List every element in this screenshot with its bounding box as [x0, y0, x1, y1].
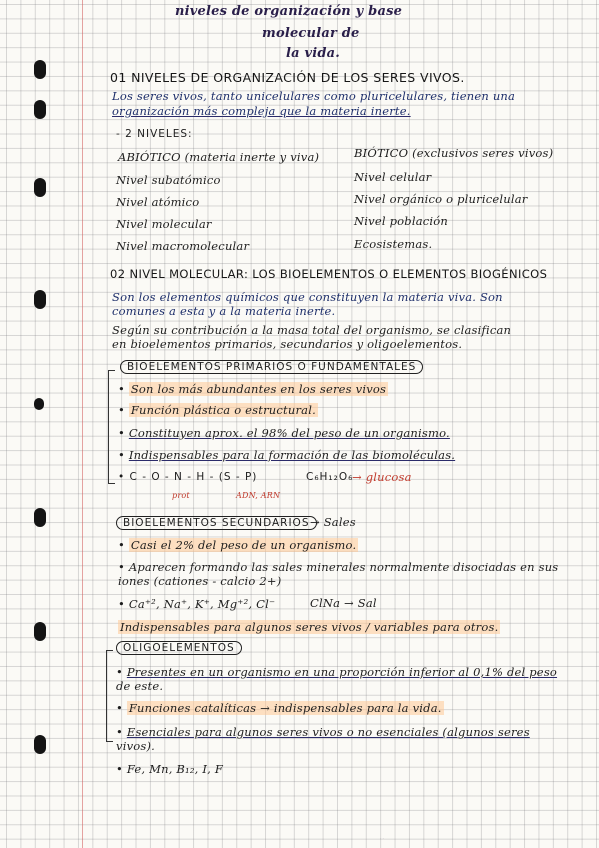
note-prot: prot	[172, 491, 190, 500]
binder-hole	[34, 735, 46, 754]
margin-line	[82, 0, 83, 848]
binder-hole	[34, 178, 46, 197]
formula-glucose: C₆H₁₂O₆	[306, 471, 354, 483]
abiotic-item: Nivel atómico	[116, 195, 200, 209]
note-adn: ADN, ARN	[236, 491, 281, 500]
oligo-item: vivos).	[116, 739, 156, 753]
binder-hole	[34, 290, 46, 309]
secundarios-item: • Casi el 2% del peso de un organismo.	[118, 538, 357, 552]
binder-hole	[34, 622, 46, 641]
abiotic-item: Nivel molecular	[116, 217, 212, 231]
oligo-heading: OLIGOELEMENTOS	[116, 641, 242, 655]
primarios-heading: BIOELEMENTOS PRIMARIOS O FUNDAMENTALES	[120, 360, 423, 374]
biotic-item: Ecosistemas.	[354, 237, 433, 251]
secundarios-item: iones (cationes - calcio 2+)	[118, 574, 282, 588]
binder-hole	[34, 100, 46, 119]
section2-classification-line-1: Según su contribución a la masa total del organismo, se clasifican	[112, 323, 512, 337]
title-line-2: molecular de	[262, 26, 360, 41]
oligo-item: de este.	[116, 679, 164, 693]
abiotic-item: Nivel macromolecular	[116, 239, 250, 253]
secundarios-suffix: → Sales	[310, 515, 356, 529]
biotic-item: Nivel orgánico o pluricelular	[354, 192, 528, 206]
section2-heading: 02 NIVEL MOLECULAR: LOS BIOELEMENTOS O ELEMENTOS BIOGÉNICOS	[110, 267, 548, 281]
binder-hole	[34, 398, 44, 410]
secundarios-sal: ClNa → Sal	[310, 596, 377, 610]
binder-hole	[34, 60, 46, 79]
levels-label: - 2 NIVELES:	[116, 128, 193, 140]
section1-heading: 01 NIVELES DE ORGANIZACIÓN DE LOS SERES VIVOS.	[110, 70, 465, 85]
section1-intro-line-1: Los seres vivos, tanto unicelulares como pluricelulares, tienen una	[112, 89, 516, 103]
title-line-3: la vida.	[286, 46, 341, 61]
section2-definition-line-1: Son los elementos químicos que constituyen la materia viva. Son	[112, 290, 503, 304]
title-line-1: niveles de organización y base	[175, 4, 403, 19]
primarios-item: • Función plástica o estructural.	[118, 403, 316, 417]
abiotic-item: Nivel subatómico	[116, 173, 221, 187]
oligo-item: • Presentes en un organismo en una proporción inferior al 0,1% del peso	[116, 665, 558, 679]
biotic-label: BIÓTICO (exclusivos seres vivos)	[354, 146, 554, 160]
formula-arrow: → glucosa	[352, 470, 412, 484]
section1-intro-line-2: organización más compleja que la materia inerte.	[112, 104, 411, 118]
secundarios-item: Indispensables para algunos seres vivos / variables para otros.	[120, 620, 499, 634]
oligo-bracket	[106, 650, 113, 742]
oligo-item: • Funciones catalíticas → indispensables para la vida.	[116, 701, 442, 715]
section2-definition-line-2: comunes a esta y a la materia inerte.	[112, 304, 336, 318]
primarios-item: • Indispensables para la formación de las biomoléculas.	[118, 448, 456, 462]
biotic-item: Nivel celular	[354, 170, 432, 184]
footer-mark: · ·	[380, 836, 384, 841]
secundarios-ions: • Ca⁺², Na⁺, K⁺, Mg⁺², Cl⁻	[118, 597, 276, 611]
secundarios-item: • Aparecen formando las sales minerales normalmente disociadas en sus	[118, 560, 559, 574]
section2-classification-line-2: en bioelementos primarios, secundarios y oligoelementos.	[112, 337, 463, 351]
biotic-item: Nivel población	[354, 214, 449, 228]
primarios-item: • Constituyen aprox. el 98% del peso de un organismo.	[118, 426, 450, 440]
abiotic-label: ABIÓTICO (materia inerte y viva)	[118, 150, 320, 164]
formula-elements: • C - O - N - H - (S - P)	[118, 471, 258, 483]
binder-hole	[34, 508, 46, 527]
oligo-elements: • Fe, Mn, B₁₂, I, F	[116, 762, 224, 776]
primarios-item: • Son los más abundantes en los seres vivos	[118, 382, 387, 396]
primarios-bracket	[108, 370, 115, 484]
secundarios-heading: BIOELEMENTOS SECUNDARIOS	[116, 516, 317, 530]
oligo-item: • Esenciales para algunos seres vivos o no esenciales (algunos seres	[116, 725, 530, 739]
